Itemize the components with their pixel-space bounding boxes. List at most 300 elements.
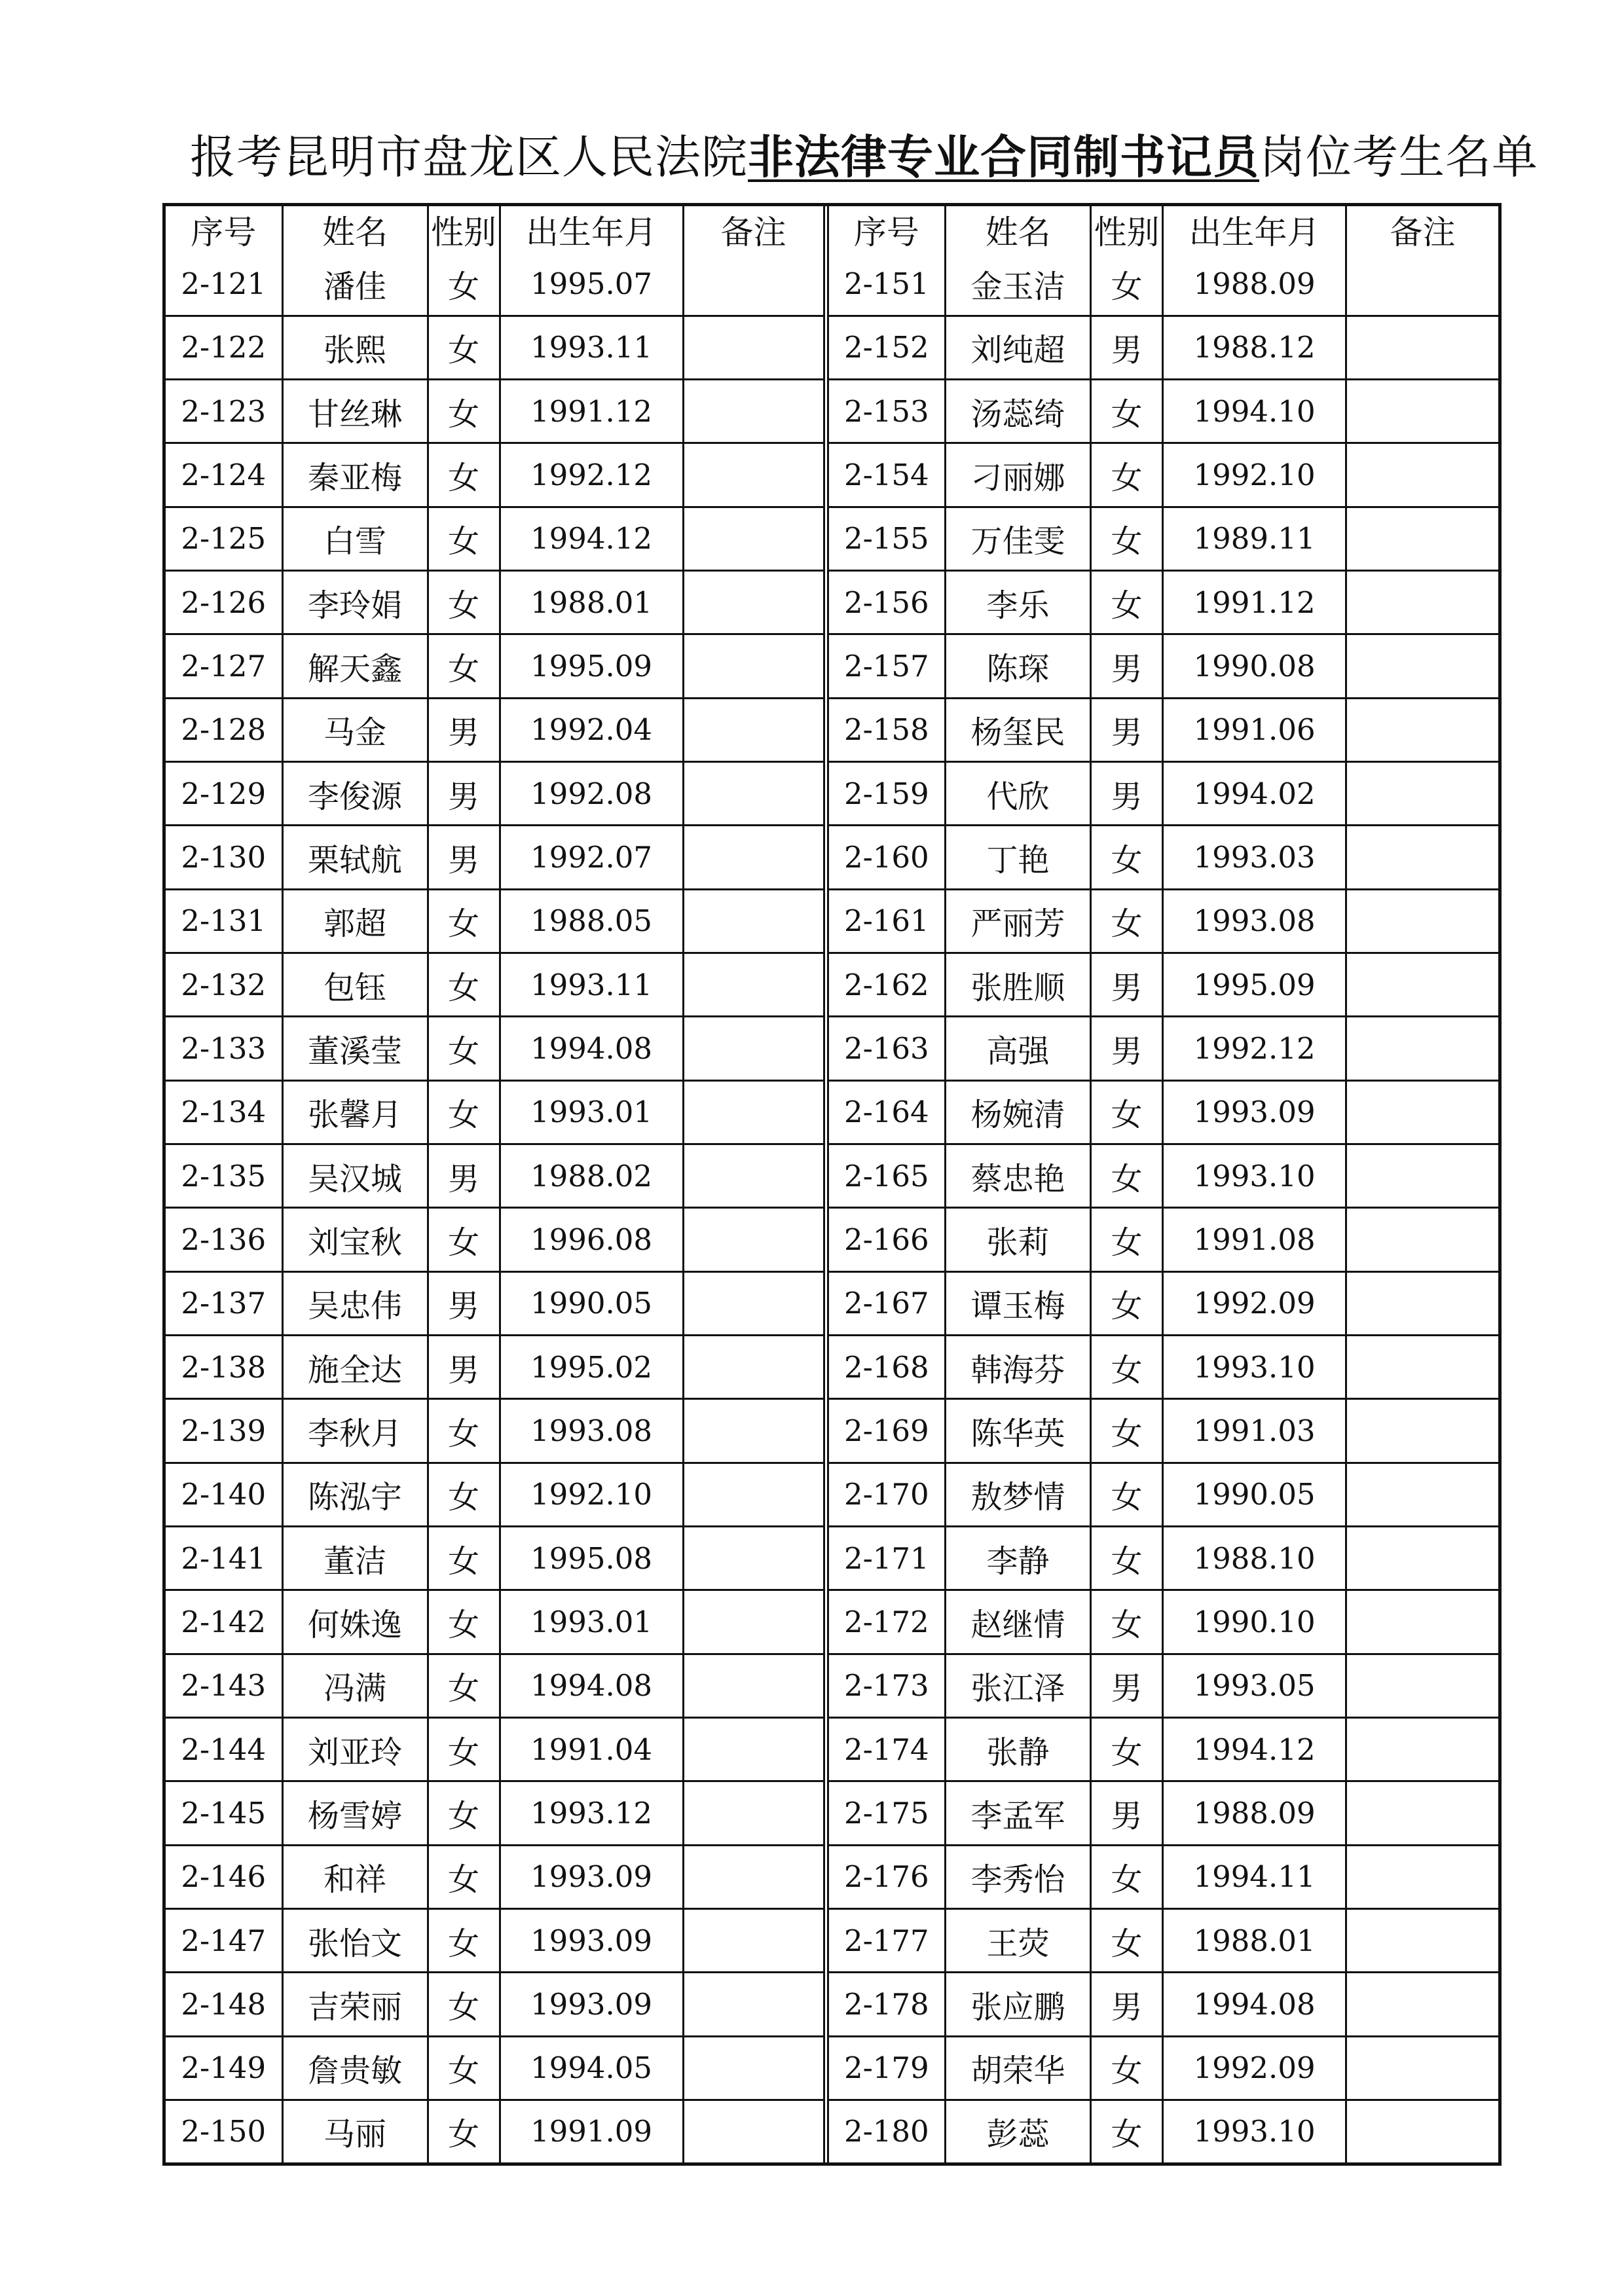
cell-birth: 1988.10 [1163, 1527, 1346, 1590]
cell-note [683, 953, 823, 1017]
cell-sex: 女 [428, 1399, 500, 1463]
cell-name: 李乐 [946, 571, 1091, 634]
header-note: 备注 [683, 206, 823, 253]
header-birth: 出生年月 [500, 206, 683, 253]
cell-birth: 1991.12 [1163, 571, 1346, 634]
cell-birth: 1988.09 [1163, 253, 1346, 316]
cell-name: 何姝逸 [282, 1590, 428, 1654]
cell-note [683, 1208, 823, 1271]
cell-sex: 女 [428, 507, 500, 570]
cell-number: 2-148 [166, 1973, 282, 2036]
cell-sex: 男 [1091, 762, 1163, 826]
table-row [829, 1718, 1498, 1781]
cell-sex: 女 [1091, 1336, 1163, 1399]
cell-note [1346, 571, 1498, 634]
cell-number: 2-136 [166, 1208, 282, 1271]
cell-number: 2-175 [829, 1781, 946, 1845]
cell-number: 2-134 [166, 1080, 282, 1144]
cell-note [683, 571, 823, 634]
cell-birth: 1993.11 [500, 953, 683, 1017]
cell-name: 胡荣华 [946, 2036, 1091, 2100]
cell-note [683, 1336, 823, 1399]
cell-number: 2-129 [166, 762, 282, 826]
cell-birth: 1994.08 [500, 1654, 683, 1717]
cell-note [683, 2036, 823, 2100]
cell-birth: 1988.01 [1163, 1909, 1346, 1973]
table-row [166, 1017, 823, 1080]
cell-number: 2-126 [166, 571, 282, 634]
title-position: 非法律专业合同制书记员 [748, 130, 1259, 184]
cell-name: 刁丽娜 [946, 443, 1091, 507]
table-row [166, 443, 823, 507]
header-row [166, 206, 823, 253]
cell-name: 李孟军 [946, 1781, 1091, 1845]
table-row [829, 1590, 1498, 1654]
cell-note [1346, 1718, 1498, 1781]
cell-birth: 1992.12 [500, 443, 683, 507]
cell-number: 2-167 [829, 1271, 946, 1335]
table-row [829, 2100, 1498, 2162]
cell-birth: 1993.01 [500, 1080, 683, 1144]
cell-note [1346, 889, 1498, 953]
cell-note [1346, 1336, 1498, 1399]
cell-birth: 1989.11 [1163, 507, 1346, 570]
cell-name: 杨雪婷 [282, 1781, 428, 1845]
left-table-half [166, 206, 825, 2162]
cell-note [1346, 316, 1498, 379]
table-row [829, 253, 1498, 316]
table-row [829, 1845, 1498, 1908]
cell-note [1346, 1973, 1498, 2036]
cell-number: 2-122 [166, 316, 282, 379]
table-row [166, 1144, 823, 1208]
cell-number: 2-153 [829, 380, 946, 443]
cell-name: 赵继情 [946, 1590, 1091, 1654]
table-row [166, 1845, 823, 1908]
cell-sex: 女 [1091, 1271, 1163, 1335]
table-row [166, 2036, 823, 2100]
table-row [166, 1080, 823, 1144]
table-row [829, 1654, 1498, 1717]
cell-name: 秦亚梅 [282, 443, 428, 507]
table-row [166, 1271, 823, 1335]
cell-sex: 女 [1091, 1909, 1163, 1973]
cell-sex: 女 [1091, 380, 1163, 443]
cell-number: 2-176 [829, 1845, 946, 1908]
cell-birth: 1995.09 [500, 634, 683, 698]
cell-number: 2-156 [829, 571, 946, 634]
cell-note [1346, 1654, 1498, 1717]
table-row [829, 1080, 1498, 1144]
cell-sex: 男 [1091, 1654, 1163, 1717]
cell-name: 陈泓宇 [282, 1463, 428, 1526]
table-row [829, 1781, 1498, 1845]
cell-name: 刘宝秋 [282, 1208, 428, 1271]
cell-number: 2-128 [166, 698, 282, 761]
left-table [166, 206, 823, 2162]
cell-birth: 1994.11 [1163, 1845, 1346, 1908]
cell-sex: 女 [428, 1781, 500, 1845]
cell-note [1346, 1909, 1498, 1973]
cell-name: 马丽 [282, 2100, 428, 2162]
table-row [166, 1463, 823, 1526]
cell-number: 2-137 [166, 1271, 282, 1335]
cell-birth: 1995.02 [500, 1336, 683, 1399]
cell-name: 董溪莹 [282, 1017, 428, 1080]
cell-sex: 男 [1091, 1017, 1163, 1080]
table-row [166, 1590, 823, 1654]
cell-sex: 女 [1091, 1463, 1163, 1526]
cell-sex: 女 [1091, 443, 1163, 507]
cell-number: 2-142 [166, 1590, 282, 1654]
cell-number: 2-154 [829, 443, 946, 507]
cell-birth: 1991.08 [1163, 1208, 1346, 1271]
cell-birth: 1994.05 [500, 2036, 683, 2100]
table-row [829, 316, 1498, 379]
table-row [829, 698, 1498, 761]
cell-birth: 1996.08 [500, 1208, 683, 1271]
cell-note [683, 1399, 823, 1463]
cell-number: 2-171 [829, 1527, 946, 1590]
cell-note [1346, 1781, 1498, 1845]
cell-sex: 女 [1091, 1144, 1163, 1208]
cell-number: 2-127 [166, 634, 282, 698]
cell-sex: 女 [1091, 253, 1163, 316]
table-row [166, 1399, 823, 1463]
cell-note [1346, 1463, 1498, 1526]
cell-name: 李静 [946, 1527, 1091, 1590]
cell-name: 张馨月 [282, 1080, 428, 1144]
cell-number: 2-132 [166, 953, 282, 1017]
cell-birth: 1993.10 [1163, 1336, 1346, 1399]
cell-birth: 1993.09 [500, 1909, 683, 1973]
cell-number: 2-165 [829, 1144, 946, 1208]
cell-sex: 女 [1091, 1080, 1163, 1144]
cell-sex: 男 [428, 1144, 500, 1208]
cell-note [683, 507, 823, 570]
cell-number: 2-168 [829, 1336, 946, 1399]
cell-sex: 男 [1091, 698, 1163, 761]
cell-birth: 1991.03 [1163, 1399, 1346, 1463]
cell-number: 2-125 [166, 507, 282, 570]
header-name: 姓名 [946, 206, 1091, 253]
cell-name: 李俊源 [282, 762, 428, 826]
cell-name: 王荧 [946, 1909, 1091, 1973]
cell-note [1346, 762, 1498, 826]
cell-name: 丁艳 [946, 826, 1091, 889]
table-row [166, 1973, 823, 2036]
cell-note [1346, 1590, 1498, 1654]
cell-note [1346, 1845, 1498, 1908]
cell-number: 2-174 [829, 1718, 946, 1781]
table-row [166, 1654, 823, 1717]
cell-name: 张江泽 [946, 1654, 1091, 1717]
table-row [166, 1336, 823, 1399]
page-title [190, 124, 1538, 190]
cell-name: 彭蕊 [946, 2100, 1091, 2162]
table-row [166, 1781, 823, 1845]
cell-number: 2-141 [166, 1527, 282, 1590]
cell-birth: 1991.09 [500, 2100, 683, 2162]
cell-name: 李秀怡 [946, 1845, 1091, 1908]
cell-sex: 男 [428, 1271, 500, 1335]
cell-number: 2-163 [829, 1017, 946, 1080]
cell-birth: 1994.08 [500, 1017, 683, 1080]
cell-note [683, 2100, 823, 2162]
cell-note [1346, 698, 1498, 761]
cell-note [1346, 2100, 1498, 2162]
cell-note [683, 1781, 823, 1845]
cell-name: 解天鑫 [282, 634, 428, 698]
cell-sex: 女 [428, 1463, 500, 1526]
table-row [829, 889, 1498, 953]
table-row [829, 1208, 1498, 1271]
cell-sex: 女 [428, 2100, 500, 2162]
cell-name: 陈琛 [946, 634, 1091, 698]
cell-note [1346, 1017, 1498, 1080]
cell-sex: 女 [428, 1654, 500, 1717]
cell-note [1346, 634, 1498, 698]
cell-name: 韩海芬 [946, 1336, 1091, 1399]
cell-birth: 1990.08 [1163, 634, 1346, 698]
cell-note [683, 380, 823, 443]
cell-sex: 女 [428, 1080, 500, 1144]
cell-sex: 男 [1091, 316, 1163, 379]
cell-sex: 男 [428, 1336, 500, 1399]
cell-note [1346, 1527, 1498, 1590]
table-row [829, 1017, 1498, 1080]
cell-note [1346, 1271, 1498, 1335]
cell-birth: 1988.05 [500, 889, 683, 953]
cell-birth: 1988.02 [500, 1144, 683, 1208]
cell-name: 詹贵敏 [282, 2036, 428, 2100]
cell-note [1346, 826, 1498, 889]
cell-name: 李秋月 [282, 1399, 428, 1463]
cell-number: 2-147 [166, 1909, 282, 1973]
cell-sex: 女 [428, 380, 500, 443]
cell-sex: 女 [428, 1973, 500, 2036]
cell-name: 张莉 [946, 1208, 1091, 1271]
cell-sex: 女 [1091, 889, 1163, 953]
cell-name: 和祥 [282, 1845, 428, 1908]
cell-name: 冯满 [282, 1654, 428, 1717]
cell-birth: 1990.05 [500, 1271, 683, 1335]
cell-number: 2-161 [829, 889, 946, 953]
cell-note [683, 1845, 823, 1908]
table-row [829, 1463, 1498, 1526]
cell-name: 张胜顺 [946, 953, 1091, 1017]
cell-birth: 1991.12 [500, 380, 683, 443]
cell-note [1346, 380, 1498, 443]
cell-note [683, 1973, 823, 2036]
header-number: 序号 [829, 206, 946, 253]
cell-number: 2-138 [166, 1336, 282, 1399]
cell-sex: 男 [428, 762, 500, 826]
title-suffix: 岗位考生名单 [1259, 130, 1538, 184]
cell-birth: 1992.07 [500, 826, 683, 889]
cell-birth: 1993.08 [1163, 889, 1346, 953]
cell-number: 2-169 [829, 1399, 946, 1463]
cell-note [1346, 253, 1498, 316]
table-row [829, 1909, 1498, 1973]
cell-birth: 1993.09 [500, 1973, 683, 2036]
cell-birth: 1992.04 [500, 698, 683, 761]
cell-name: 郭超 [282, 889, 428, 953]
cell-birth: 1993.01 [500, 1590, 683, 1654]
cell-birth: 1992.12 [1163, 1017, 1346, 1080]
cell-name: 潘佳 [282, 253, 428, 316]
cell-birth: 1993.08 [500, 1399, 683, 1463]
cell-name: 白雪 [282, 507, 428, 570]
cell-sex: 女 [428, 953, 500, 1017]
cell-note [683, 1718, 823, 1781]
table-row [166, 253, 823, 316]
cell-note [1346, 953, 1498, 1017]
cell-name: 吴忠伟 [282, 1271, 428, 1335]
table-row [829, 1399, 1498, 1463]
cell-birth: 1993.10 [1163, 2100, 1346, 2162]
cell-sex: 女 [428, 1208, 500, 1271]
cell-number: 2-157 [829, 634, 946, 698]
cell-birth: 1990.10 [1163, 1590, 1346, 1654]
cell-sex: 女 [428, 1527, 500, 1590]
cell-sex: 女 [1091, 1845, 1163, 1908]
cell-note [683, 253, 823, 316]
cell-sex: 女 [1091, 1527, 1163, 1590]
cell-name: 杨玺民 [946, 698, 1091, 761]
candidate-list-table [162, 203, 1502, 2166]
left-table-body [166, 253, 823, 2162]
cell-sex: 男 [1091, 953, 1163, 1017]
cell-note [683, 762, 823, 826]
cell-note [683, 443, 823, 507]
right-table-body [829, 253, 1498, 2162]
cell-sex: 女 [1091, 571, 1163, 634]
cell-note [683, 1144, 823, 1208]
cell-name: 刘亚玲 [282, 1718, 428, 1781]
cell-sex: 男 [1091, 1973, 1163, 2036]
cell-name: 陈华英 [946, 1399, 1091, 1463]
cell-birth: 1994.12 [1163, 1718, 1346, 1781]
cell-sex: 女 [428, 1909, 500, 1973]
cell-sex: 女 [1091, 1399, 1163, 1463]
cell-note [683, 1909, 823, 1973]
table-row [829, 634, 1498, 698]
cell-birth: 1993.09 [1163, 1080, 1346, 1144]
table-row [166, 1527, 823, 1590]
cell-name: 张熙 [282, 316, 428, 379]
cell-birth: 1992.09 [1163, 1271, 1346, 1335]
cell-note [1346, 443, 1498, 507]
cell-number: 2-179 [829, 2036, 946, 2100]
table-row [166, 2100, 823, 2162]
table-row [829, 2036, 1498, 2100]
cell-number: 2-177 [829, 1909, 946, 1973]
table-row [166, 1208, 823, 1271]
cell-note [683, 634, 823, 698]
cell-name: 董洁 [282, 1527, 428, 1590]
cell-name: 代欣 [946, 762, 1091, 826]
cell-number: 2-180 [829, 2100, 946, 2162]
cell-sex: 女 [428, 253, 500, 316]
cell-sex: 女 [428, 889, 500, 953]
cell-birth: 1992.10 [1163, 443, 1346, 507]
cell-number: 2-149 [166, 2036, 282, 2100]
cell-birth: 1991.04 [500, 1718, 683, 1781]
cell-name: 杨婉清 [946, 1080, 1091, 1144]
cell-name: 吉荣丽 [282, 1973, 428, 2036]
cell-birth: 1993.12 [500, 1781, 683, 1845]
cell-note [683, 889, 823, 953]
header-row [829, 206, 1498, 253]
cell-name: 刘纯超 [946, 316, 1091, 379]
cell-name: 李玲娟 [282, 571, 428, 634]
cell-number: 2-121 [166, 253, 282, 316]
cell-number: 2-178 [829, 1973, 946, 2036]
cell-note [683, 316, 823, 379]
table-row [829, 571, 1498, 634]
cell-number: 2-173 [829, 1654, 946, 1717]
cell-name: 蔡忠艳 [946, 1144, 1091, 1208]
cell-number: 2-162 [829, 953, 946, 1017]
cell-sex: 女 [428, 443, 500, 507]
cell-note [1346, 1080, 1498, 1144]
cell-name: 万佳雯 [946, 507, 1091, 570]
cell-number: 2-139 [166, 1399, 282, 1463]
header-number: 序号 [166, 206, 282, 253]
cell-note [683, 1590, 823, 1654]
cell-number: 2-164 [829, 1080, 946, 1144]
cell-name: 张怡文 [282, 1909, 428, 1973]
cell-number: 2-130 [166, 826, 282, 889]
cell-birth: 1992.10 [500, 1463, 683, 1526]
cell-name: 甘丝琳 [282, 380, 428, 443]
cell-name: 谭玉梅 [946, 1271, 1091, 1335]
table-row [166, 698, 823, 761]
cell-note [683, 1527, 823, 1590]
cell-birth: 1992.09 [1163, 2036, 1346, 2100]
right-table-half [827, 206, 1498, 2162]
header-name: 姓名 [282, 206, 428, 253]
cell-sex: 女 [1091, 2100, 1163, 2162]
cell-name: 施全达 [282, 1336, 428, 1399]
title-prefix: 报考昆明市盘龙区人民法院 [190, 130, 748, 184]
cell-name: 敖梦情 [946, 1463, 1091, 1526]
header-sex: 性别 [1091, 206, 1163, 253]
cell-sex: 女 [1091, 826, 1163, 889]
cell-number: 2-140 [166, 1463, 282, 1526]
table-row [166, 826, 823, 889]
table-row [829, 1144, 1498, 1208]
cell-number: 2-170 [829, 1463, 946, 1526]
table-row [166, 1909, 823, 1973]
cell-number: 2-150 [166, 2100, 282, 2162]
cell-sex: 男 [1091, 634, 1163, 698]
header-sex: 性别 [428, 206, 500, 253]
cell-birth: 1993.03 [1163, 826, 1346, 889]
cell-birth: 1991.06 [1163, 698, 1346, 761]
cell-birth: 1995.07 [500, 253, 683, 316]
cell-number: 2-146 [166, 1845, 282, 1908]
cell-number: 2-133 [166, 1017, 282, 1080]
cell-name: 严丽芳 [946, 889, 1091, 953]
cell-number: 2-160 [829, 826, 946, 889]
cell-birth: 1994.12 [500, 507, 683, 570]
cell-name: 汤蕊绮 [946, 380, 1091, 443]
cell-number: 2-152 [829, 316, 946, 379]
cell-note [683, 1080, 823, 1144]
cell-birth: 1993.11 [500, 316, 683, 379]
